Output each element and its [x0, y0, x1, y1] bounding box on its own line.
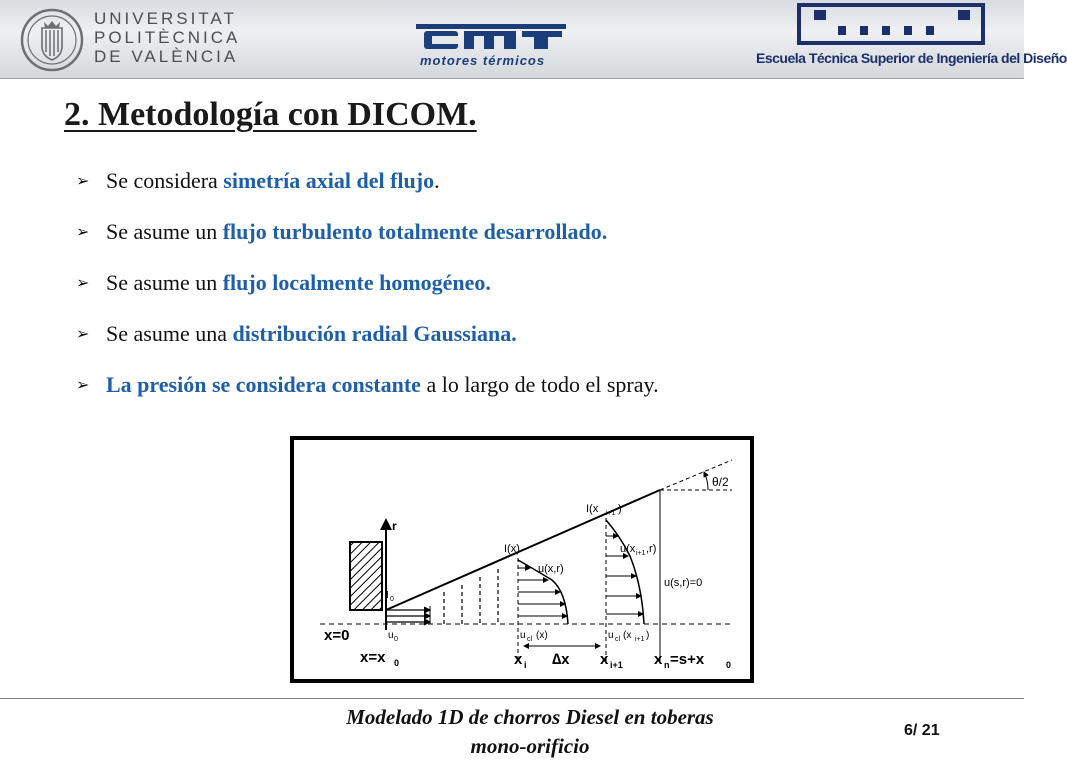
label-ucl-x: (x): [536, 630, 548, 641]
spray-diagram-svg: [294, 440, 750, 679]
bullet-highlight: flujo localmente homogéneo.: [222, 270, 491, 295]
label-ucl2-sub: cl: [615, 636, 621, 643]
label-ucl-sub: cl: [527, 636, 533, 643]
label-i0: I: [386, 590, 389, 601]
footer-title: [270, 703, 790, 761]
bullet-text: Se considera: [106, 168, 224, 193]
label-u0: u: [388, 630, 394, 641]
page-title: 2. Metodología con DICOM.: [64, 96, 477, 133]
label-xi: x: [514, 651, 523, 668]
label-uxr: u(x,r): [538, 563, 564, 575]
bullet-text: Se asume un: [106, 219, 223, 244]
school-name: Escuela Técnica Superior de Ingeniería del Diseño: [756, 50, 1067, 66]
label-xi1-sub: i+1: [610, 660, 623, 670]
label-xi-sub: i: [524, 660, 527, 670]
bullet-item: [76, 372, 659, 398]
bullet-text: a lo largo de todo el spray.: [420, 372, 659, 397]
bullet-item: [76, 219, 659, 245]
arrowhead-icon: ➢: [76, 326, 90, 343]
university-line-2: POLITÈCNICA: [94, 28, 241, 47]
label-ucl2: u: [608, 630, 614, 641]
label-ucl2-xsub: i+1: [635, 636, 645, 643]
arrowhead-icon: ➢: [76, 275, 90, 292]
label-i0-sub: 0: [390, 596, 394, 603]
label-u0-sub: 0: [394, 636, 398, 643]
label-xi1: x: [600, 651, 609, 668]
header-bar: [0, 0, 1067, 79]
label-xn-sub: n: [664, 660, 670, 670]
university-name: [94, 9, 240, 66]
bullet-text: Se asume un: [106, 270, 223, 295]
label-ucl2-x: (x: [623, 630, 632, 641]
bullet-text: .: [434, 168, 440, 193]
page-number: 6/ 21: [904, 722, 940, 739]
label-x-eq-sub: 0: [394, 658, 400, 668]
theta-label: θ/2: [712, 475, 729, 489]
label-xn: x: [654, 651, 663, 668]
angle-arc: [704, 472, 708, 490]
label-x-eq: x=x: [360, 649, 386, 666]
cmt-subtitle: motores térmicos: [420, 53, 546, 68]
bullet-highlight: distribución radial Gaussiana.: [232, 321, 517, 346]
r-label: r: [392, 519, 397, 533]
label-Ixi1: I(x: [586, 503, 599, 515]
upv-seal-icon: [20, 8, 84, 72]
label-uxi1r: u(x: [620, 543, 636, 555]
bullet-highlight: flujo turbulento totalmente desarrollado.: [222, 219, 608, 244]
label-uxi1r-sub: i+1: [636, 550, 646, 557]
label-xn-eq-sub: 0: [726, 660, 732, 670]
footer-title-line-1: Modelado 1D de chorros Diesel en toberas: [346, 705, 714, 729]
label-ucl2-close: ): [646, 630, 650, 641]
university-line-1: UNIVERSITAT: [94, 9, 237, 28]
label-Ixi1-sub: i+1: [606, 510, 616, 517]
label-xn-eq: =s+x: [670, 651, 705, 668]
label-dx: ∆x: [552, 651, 570, 668]
label-uxi1r-close: ,r): [646, 543, 657, 555]
etsid-building-icon: [798, 4, 984, 44]
university-line-3: DE VALÈNCIA: [94, 47, 239, 66]
footer-divider: [0, 698, 1024, 699]
bullet-item: [76, 270, 659, 296]
label-Ixi1-close: ): [618, 503, 622, 515]
bullet-item: [76, 321, 659, 347]
bullet-list: [76, 168, 659, 423]
arrowhead-icon: ➢: [76, 173, 90, 190]
bullet-item: [76, 168, 659, 194]
label-Ix: I(x): [504, 543, 520, 555]
label-ucl: u: [520, 630, 526, 641]
bullet-highlight: La presión se considera constante: [106, 372, 421, 397]
footer-title-line-2: mono-orificio: [470, 734, 590, 758]
arrowhead-icon: ➢: [76, 377, 90, 394]
nozzle-wall: [350, 542, 382, 610]
label-x0: x=0: [324, 627, 350, 644]
arrowhead-icon: ➢: [76, 224, 90, 241]
bullet-highlight: simetría axial del flujo: [223, 168, 435, 193]
bullet-text: Se asume una: [106, 321, 233, 346]
spray-diagram: [290, 436, 754, 683]
label-usr: u(s,r)=0: [664, 577, 703, 589]
